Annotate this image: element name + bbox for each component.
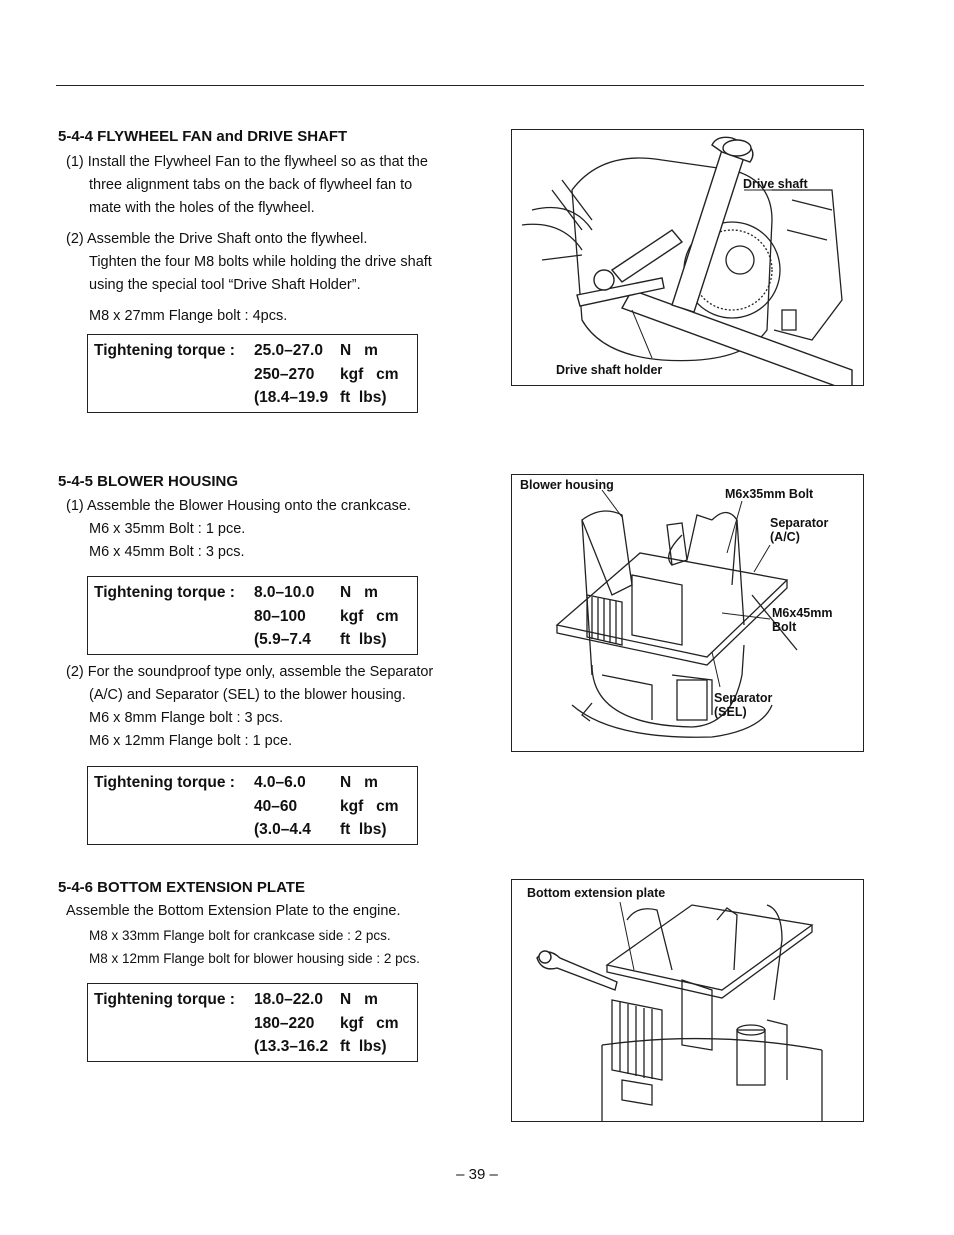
torque-value: 18.0–22.0 [254,991,323,1008]
figure-label: (A/C) [770,530,800,544]
section-heading-blower: 5-4-5 BLOWER HOUSING [58,473,239,490]
section-heading-flywheel: 5-4-4 FLYWHEEL FAN and DRIVE SHAFT [58,128,348,145]
torque-value: 4.0–6.0 [254,774,306,791]
torque-unit: N m [340,991,378,1008]
bolt-spec: M6 x 45mm Bolt : 3 pcs. [89,544,245,560]
bolt-spec: M8 x 27mm Flange bolt : 4pcs. [89,308,288,324]
section-heading-bottom-plate: 5-4-6 BOTTOM EXTENSION PLATE [58,879,305,896]
torque-unit: kgf cm [340,607,399,625]
figure-label: M6x45mm [772,606,833,620]
step-text: (A/C) and Separator (SEL) to the blower housing. [89,687,406,703]
torque-value: (18.4–19.9 [254,389,329,406]
bottom-plate-illustration [512,880,864,1122]
torque-label: Tightening torque : [94,991,235,1008]
drive-shaft-figure [511,129,864,386]
torque-unit: ft lbs) [340,631,387,648]
step-text: (1) Assemble the Blower Housing onto the crankcase. [66,498,411,514]
torque-unit: ft lbs) [340,389,387,406]
torque-unit: kgf cm [340,1014,399,1032]
bolt-spec: M6 x 35mm Bolt : 1 pce. [89,521,246,537]
torque-label: Tightening torque : [94,584,235,601]
torque-box [87,576,418,655]
bolt-spec: M8 x 33mm Flange bolt for crankcase side : 2 pcs. [89,928,391,943]
torque-unit: N m [340,774,378,791]
torque-label: Tightening torque : [94,342,235,359]
torque-value: 180–220 [254,1014,315,1032]
step-text: Assemble the Bottom Extension Plate to the engine. [66,903,401,919]
figure-label: Drive shaft [743,177,808,191]
figure-label: Bolt [772,620,797,634]
torque-value: 80–100 [254,607,306,625]
torque-unit: ft lbs) [340,1038,387,1055]
torque-value: 8.0–10.0 [254,584,315,601]
page-number: – 39 – [456,1166,498,1183]
step-text: Tighten the four M8 bolts while holding the drive shaft [89,254,432,270]
step-text: (2) For the soundproof type only, assemble the Separator [66,664,434,680]
torque-box [87,766,418,845]
torque-box [87,983,418,1062]
figure-label: Blower housing [520,478,614,492]
step-text: using the special tool “Drive Shaft Holder”. [89,277,361,293]
step-text: three alignment tabs on the back of flywheel fan to [89,177,413,193]
figure-label: (SEL) [714,705,747,719]
bolt-spec: M6 x 12mm Flange bolt : 1 pce. [89,733,293,749]
figure-label: Separator [770,516,829,530]
torque-value: 25.0–27.0 [254,342,323,359]
step-text: (2) Assemble the Drive Shaft onto the flywheel. [66,231,368,247]
figure-label: Bottom extension plate [527,886,666,900]
torque-unit: N m [340,584,378,601]
torque-unit: kgf cm [340,365,399,383]
torque-unit: ft lbs) [340,821,387,838]
figure-label: Separator [714,691,773,705]
drive-shaft-illustration [512,130,864,386]
blower-housing-figure [511,474,864,752]
header-rule [56,85,864,86]
bottom-plate-figure [511,879,864,1122]
torque-label: Tightening torque : [94,774,235,791]
torque-value: (3.0–4.4 [254,821,311,838]
torque-value: (5.9–7.4 [254,631,311,648]
torque-box [87,334,418,413]
torque-value: 40–60 [254,797,298,815]
figure-label: Drive shaft holder [556,363,663,377]
figure-label: M6x35mm Bolt [725,487,814,501]
step-text: mate with the holes of the flywheel. [89,200,315,216]
bolt-spec: M6 x 8mm Flange bolt : 3 pcs. [89,710,284,726]
torque-unit: kgf cm [340,797,399,815]
torque-value: (13.3–16.2 [254,1038,329,1055]
torque-value: 250–270 [254,365,315,383]
bolt-spec: M8 x 12mm Flange bolt for blower housing side : 2 pcs. [89,951,420,966]
step-text: (1) Install the Flywheel Fan to the flywheel so as that the [66,154,428,170]
torque-unit: N m [340,342,378,359]
